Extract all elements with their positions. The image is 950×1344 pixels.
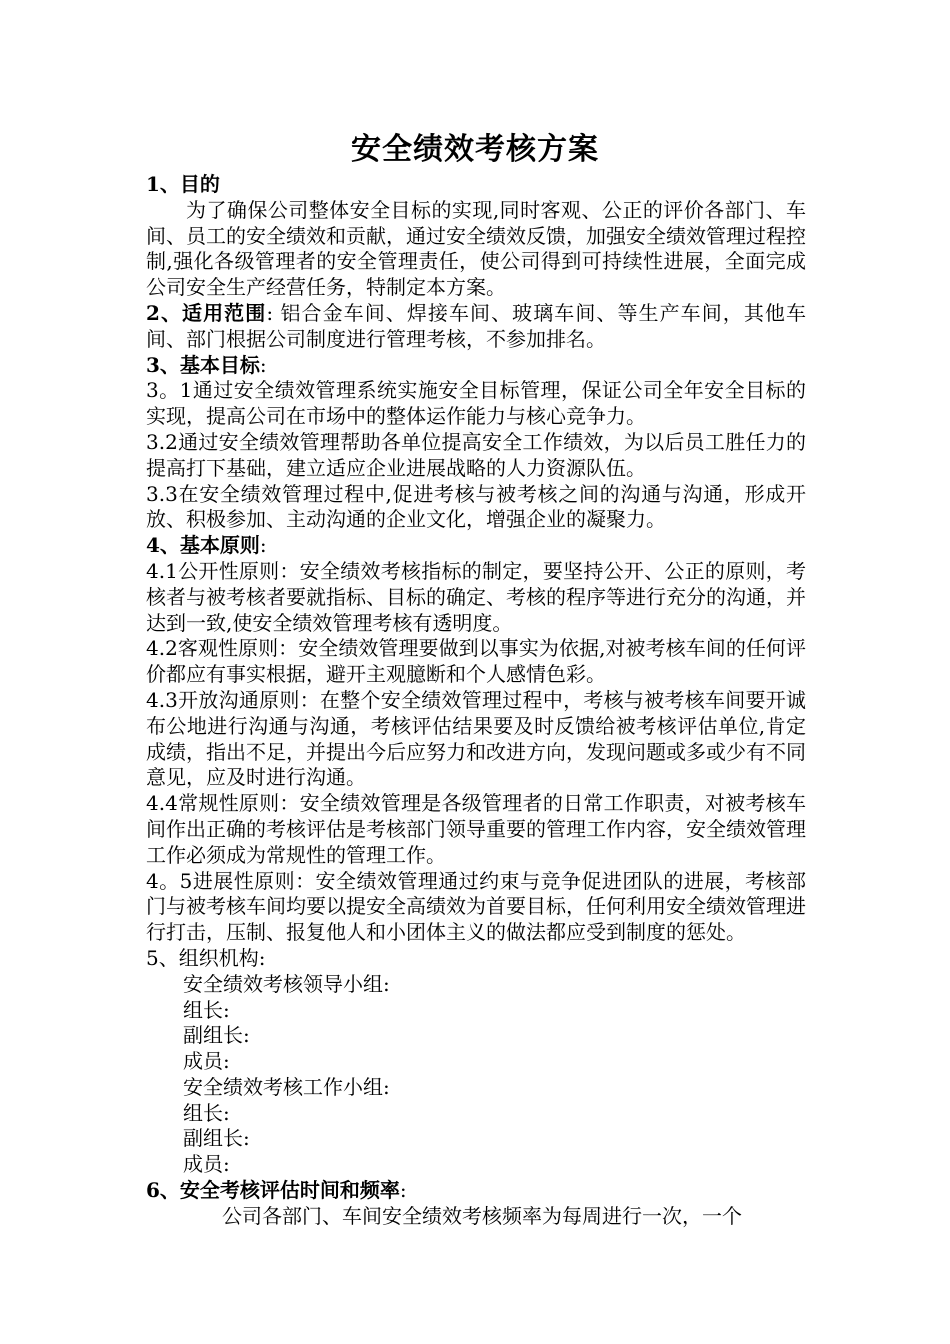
section-4-heading: 4、基本原则 bbox=[146, 533, 260, 558]
org-line: 副组长: bbox=[183, 1126, 250, 1151]
colon: : bbox=[259, 533, 267, 558]
org-line: 成员: bbox=[183, 1152, 230, 1177]
section-4-item: 4.3开放沟通原则：在整个安全绩效管理过程中，考核与被考核车间要开诚布公地进行沟通与沟通，考核评估结果要及时反馈给被考核评估单位,肯定成绩，指出不足，并提出今后应努力和改进方向，发现问题或多或少有不同意见，应及时进行沟通。 bbox=[146, 687, 806, 790]
colon: : bbox=[399, 1178, 407, 1203]
section-2-heading: 2、适用范围 bbox=[146, 300, 267, 325]
section-4-item: 4.2客观性原则：安全绩效管理要做到以事实为依据,对被考核车间的任何评价都应有事实根据，避开主观臆断和个人感情色彩。 bbox=[146, 636, 806, 687]
section-4-item: 4。5进展性原则：安全绩效管理通过约束与竞争促进团队的进展，考核部门与被考核车间均要以提安全高绩效为首要目标，任何利用安全绩效管理进行打击，压制、报复他人和小团体主义的做法都应受到制度的惩处。 bbox=[146, 868, 806, 945]
section-1-body: 为了确保公司整体安全目标的实现,同时客观、公正的评价各部门、车间、员工的安全绩效和贡献，通过安全绩效反馈，加强安全绩效管理过程控制,强化各级管理者的安全管理责任，使公司得到可持续性进展，全面完成公司安全生产经营任务，特制定本方案。 bbox=[146, 197, 806, 300]
section-2-body: : 铝合金车间、焊接车间、玻璃车间、等生产车间，其他车间、部门根据公司制度进行管理考核，不参加排名。 bbox=[146, 300, 806, 351]
org-line: 组长: bbox=[183, 1100, 230, 1125]
org-line: 成员: bbox=[183, 1049, 230, 1074]
page-title: 安全绩效考核方案 bbox=[351, 132, 599, 167]
colon: : bbox=[259, 352, 267, 377]
org-line: 安全绩效考核工作小组: bbox=[183, 1074, 390, 1099]
section-3-item: 3。1通过安全绩效管理系统实施安全目标管理，保证公司全年安全目标的实现，提高公司在市场中的整体运作能力与核心竞争力。 bbox=[146, 378, 806, 429]
section-1-heading: 1、目的 bbox=[146, 172, 220, 196]
section-4-item: 4.4常规性原则：安全绩效管理是各级管理者的日常工作职责，对被考核车间作出正确的考核评估是考核部门领导重要的管理工作内容，安全绩效管理工作必须成为常规性的管理工作。 bbox=[146, 791, 806, 867]
section-6-body: 公司各部门、车间安全绩效考核频率为每周进行一次，一个 bbox=[222, 1203, 742, 1228]
section-4-heading-line bbox=[146, 533, 806, 559]
document-body bbox=[146, 172, 806, 1230]
section-4-item: 4.1公开性原则：安全绩效考核指标的制定，要坚持公开、公正的原则，考核者与被考核者要就指标、目标的确定、考核的程序等进行充分的沟通，并达到一致,使安全绩效管理考核有透明度。 bbox=[146, 558, 806, 635]
section-3-heading-line bbox=[146, 353, 806, 379]
org-line: 组长: bbox=[183, 997, 230, 1022]
section-6-heading: 6、安全考核评估时间和频率 bbox=[146, 1178, 400, 1203]
section-6-heading-line bbox=[146, 1178, 806, 1204]
org-line: 安全绩效考核领导小组: bbox=[183, 971, 390, 996]
org-line: 副组长: bbox=[183, 1023, 250, 1048]
section-3-heading: 3、基本目标 bbox=[146, 352, 260, 377]
section-2 bbox=[146, 301, 806, 353]
section-3-item: 3.2通过安全绩效管理帮助各单位提高安全工作绩效，为以后员工胜任力的提高打下基础，建立适应企业进展战略的人力资源队伍。 bbox=[146, 429, 806, 480]
section-5-heading: 5、组织机构: bbox=[146, 945, 266, 970]
section-3-item: 3.3在安全绩效管理过程中,促进考核与被考核之间的沟通与沟通，形成开放、积极参加、主动沟通的企业文化，增强企业的凝聚力。 bbox=[146, 481, 806, 532]
